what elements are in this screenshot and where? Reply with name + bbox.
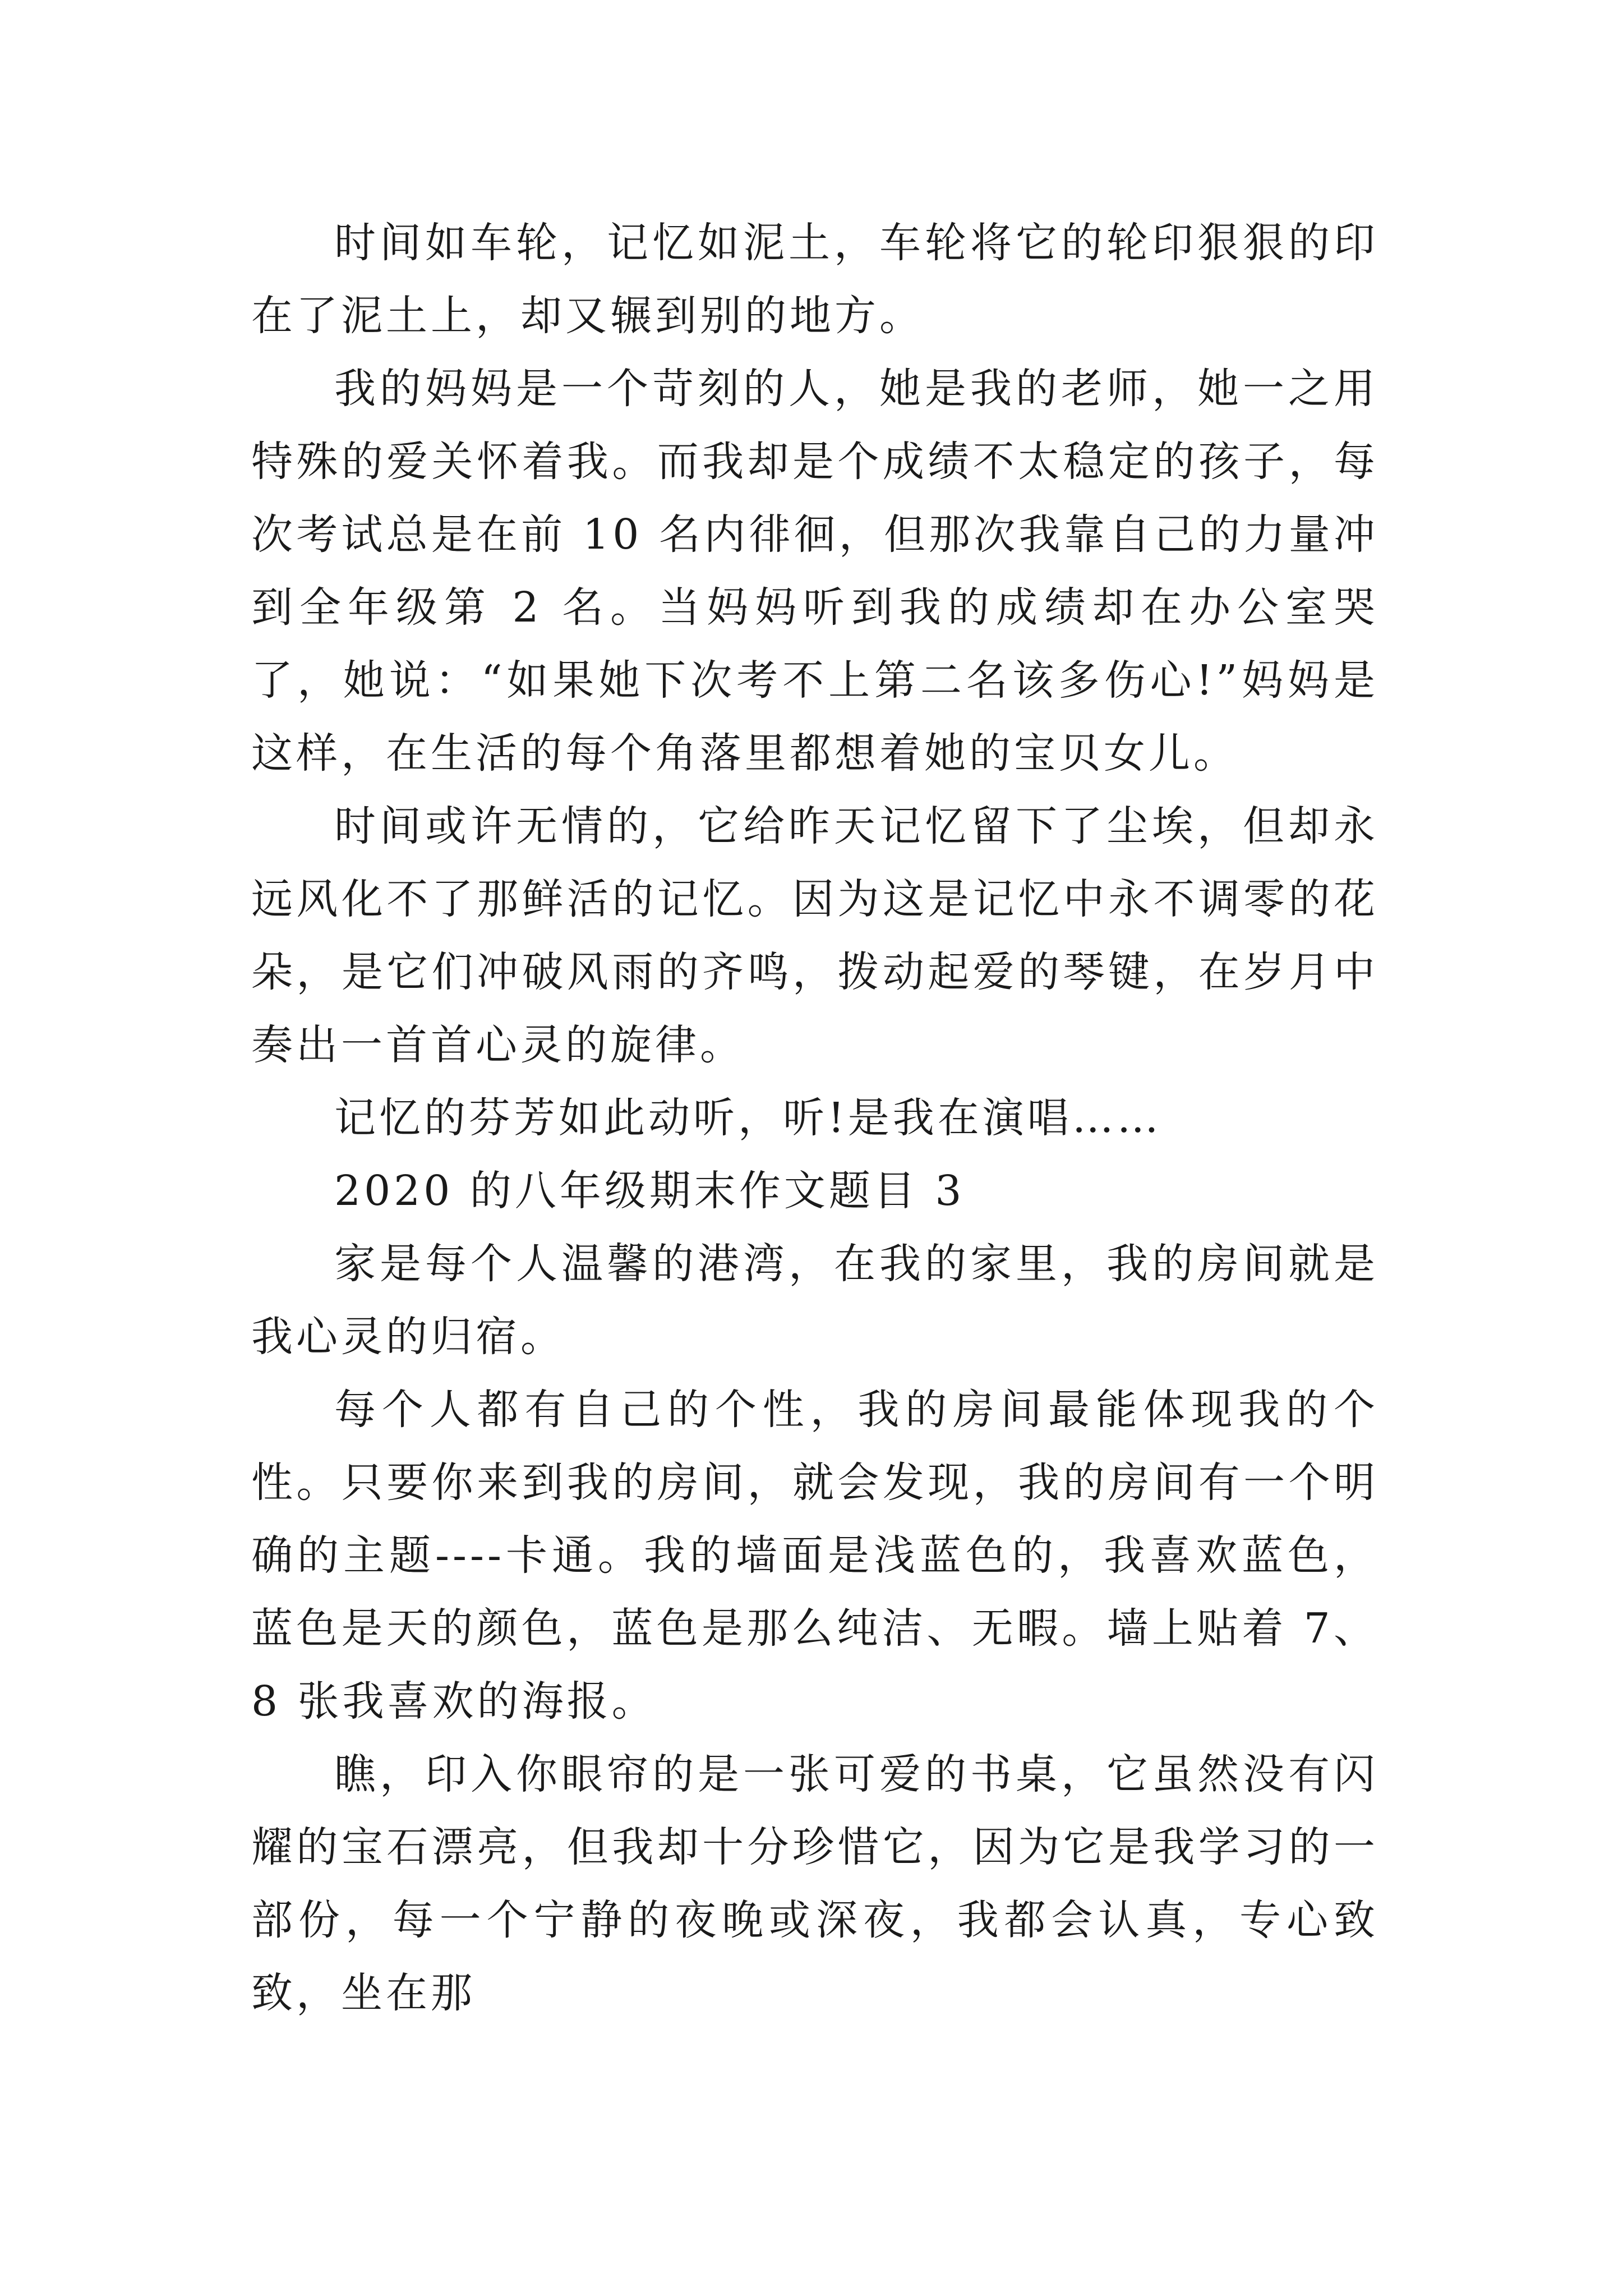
paragraph-7: 瞧，印入你眼帘的是一张可爱的书桌，它虽然没有闪耀的宝石漂亮，但我却十分珍惜它，因为它是我学习的一部份，每一个宁静的夜晚或深夜，我都会认真，专心致致，坐在那 xyxy=(251,1750,1378,2017)
paragraph-5: 家是每个人温馨的港湾，在我的家里，我的房间就是我心灵的归宿。 xyxy=(251,1240,1378,1361)
document-body xyxy=(251,206,1378,2030)
paragraph-4: 记忆的芬芳如此动听，听!是我在演唱…… xyxy=(334,1094,1162,1142)
paragraph-1: 时间如车轮，记忆如泥土，车轮将它的轮印狠狠的印在了泥土上，却又辗到别的地方。 xyxy=(251,219,1378,340)
paragraph-3: 时间或许无情的，它给昨天记忆留下了尘埃，但却永远风化不了那鲜活的记忆。因为这是记忆中永不调零的花朵，是它们冲破风雨的齐鸣，拨动起爱的琴键，在岁月中奏出一首首心灵的旋律。 xyxy=(251,802,1378,1069)
paragraph-6: 每个人都有自己的个性，我的房间最能体现我的个性。只要你来到我的房间，就会发现，我的房间有一个明确的主题----卡通。我的墙面是浅蓝色的，我喜欢蓝色，蓝色是天的颜色，蓝色是那么纯洁、无暇。墙上贴着 7、8 张我喜欢的海报。 xyxy=(251,1386,1378,1726)
section-heading: 2020 的八年级期末作文题目 3 xyxy=(334,1167,965,1215)
paragraph-2: 我的妈妈是一个苛刻的人，她是我的老师，她一之用特殊的爱关怀着我。而我却是个成绩不太稳定的孩子，每次考试总是在前 10 名内徘徊，但那次我靠自己的力量冲到全年级第 2 名。当妈妈听到我的成绩却在办公室哭了，她说：“如果她下次考不上第二名该多伤心!”妈妈是这样，在生活的每个角落里都想着她的宝贝女儿。 xyxy=(251,365,1378,777)
